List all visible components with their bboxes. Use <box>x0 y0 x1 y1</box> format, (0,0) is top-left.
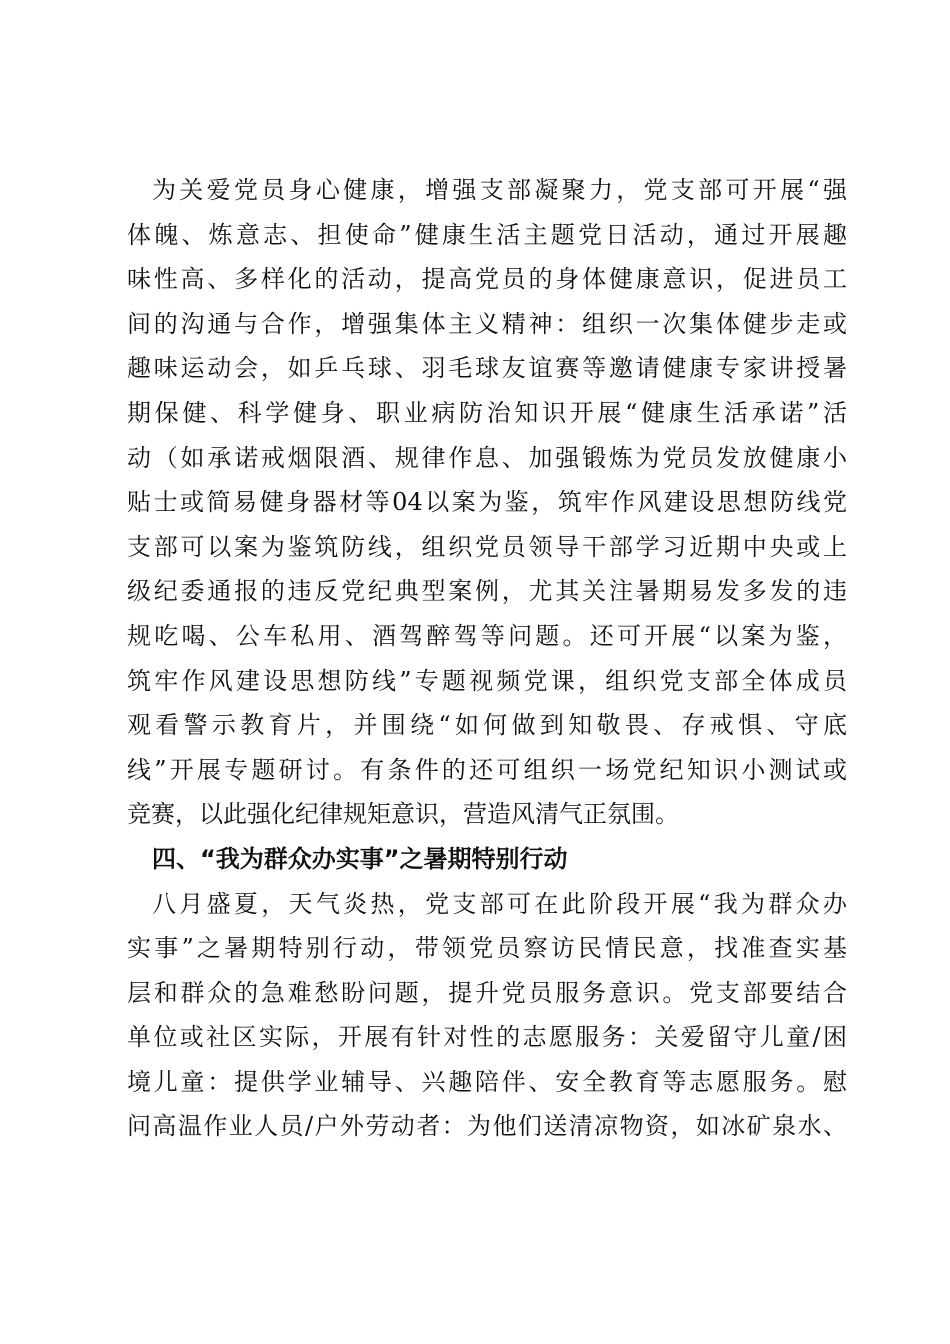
text-line: 规吃喝、公车私用、酒驾醉驾等问题。还可开展“以案为鉴， <box>127 621 847 650</box>
text-line: 单位或社区实际，开展有针对性的志愿服务：关爱留守儿童/困 <box>127 1023 847 1052</box>
text-line: 八月盛夏，天气炎热，党支部可在此阶段开展“我为群众办 <box>152 889 847 918</box>
text-line: 级纪委通报的违反党纪典型案例，尤其关注暑期易发多发的违 <box>127 577 847 606</box>
text-line: 观看警示教育片，并围绕“如何做到知敬畏、存戒惧、守底 <box>127 711 847 740</box>
section-heading: 四、“我为群众办实事”之暑期特别行动 <box>152 844 568 873</box>
text-line: 实事”之暑期特别行动，带领党员察访民情民意，找准查实基 <box>127 934 847 963</box>
text-line: 层和群众的急难愁盼问题，提升党员服务意识。党支部要结合 <box>127 978 847 1007</box>
text-line: 竞赛，以此强化纪律规矩意识，营造风清气正氛围。 <box>127 800 679 829</box>
text-line: 为关爱党员身心健康，增强支部凝聚力，党支部可开展“强 <box>152 176 847 204</box>
text-line: 贴士或简易健身器材等04以案为鉴，筑牢作风建设思想防线党 <box>127 488 847 517</box>
paragraph-health-activity <box>127 168 847 837</box>
text-line: 期保健、科学健身、职业病防治知识开展“健康生活承诺”活 <box>127 398 847 427</box>
text-line: 体魄、炼意志、担使命”健康生活主题党日活动，通过开展趣 <box>127 220 847 249</box>
text-line: 问高温作业人员/户外劳动者：为他们送清凉物资，如冰矿泉水、 <box>127 1112 847 1141</box>
paragraph-summer-action <box>127 882 847 1150</box>
text-line: 境儿童：提供学业辅导、兴趣陪伴、安全教育等志愿服务。慰 <box>127 1067 847 1096</box>
text-line: 线”开展专题研讨。有条件的还可组织一场党纪知识小测试或 <box>127 755 847 784</box>
text-line: 味性高、多样化的活动，提高党员的身体健康意识，促进员工 <box>127 265 847 294</box>
text-line: 间的沟通与合作，增强集体主义精神：组织一次集体健步走或 <box>127 309 847 338</box>
document-page <box>127 168 847 1149</box>
text-line: 支部可以案为鉴筑防线，组织党员领导干部学习近期中央或上 <box>127 532 847 561</box>
text-line: 动（如承诺戒烟限酒、规律作息、加强锻炼为党员发放健康小 <box>127 443 847 472</box>
text-line: 筑牢作风建设思想防线”专题视频党课，组织党支部全体成员 <box>127 666 847 695</box>
text-line: 趣味运动会，如乒乓球、羽毛球友谊赛等邀请健康专家讲授暑 <box>127 354 847 383</box>
